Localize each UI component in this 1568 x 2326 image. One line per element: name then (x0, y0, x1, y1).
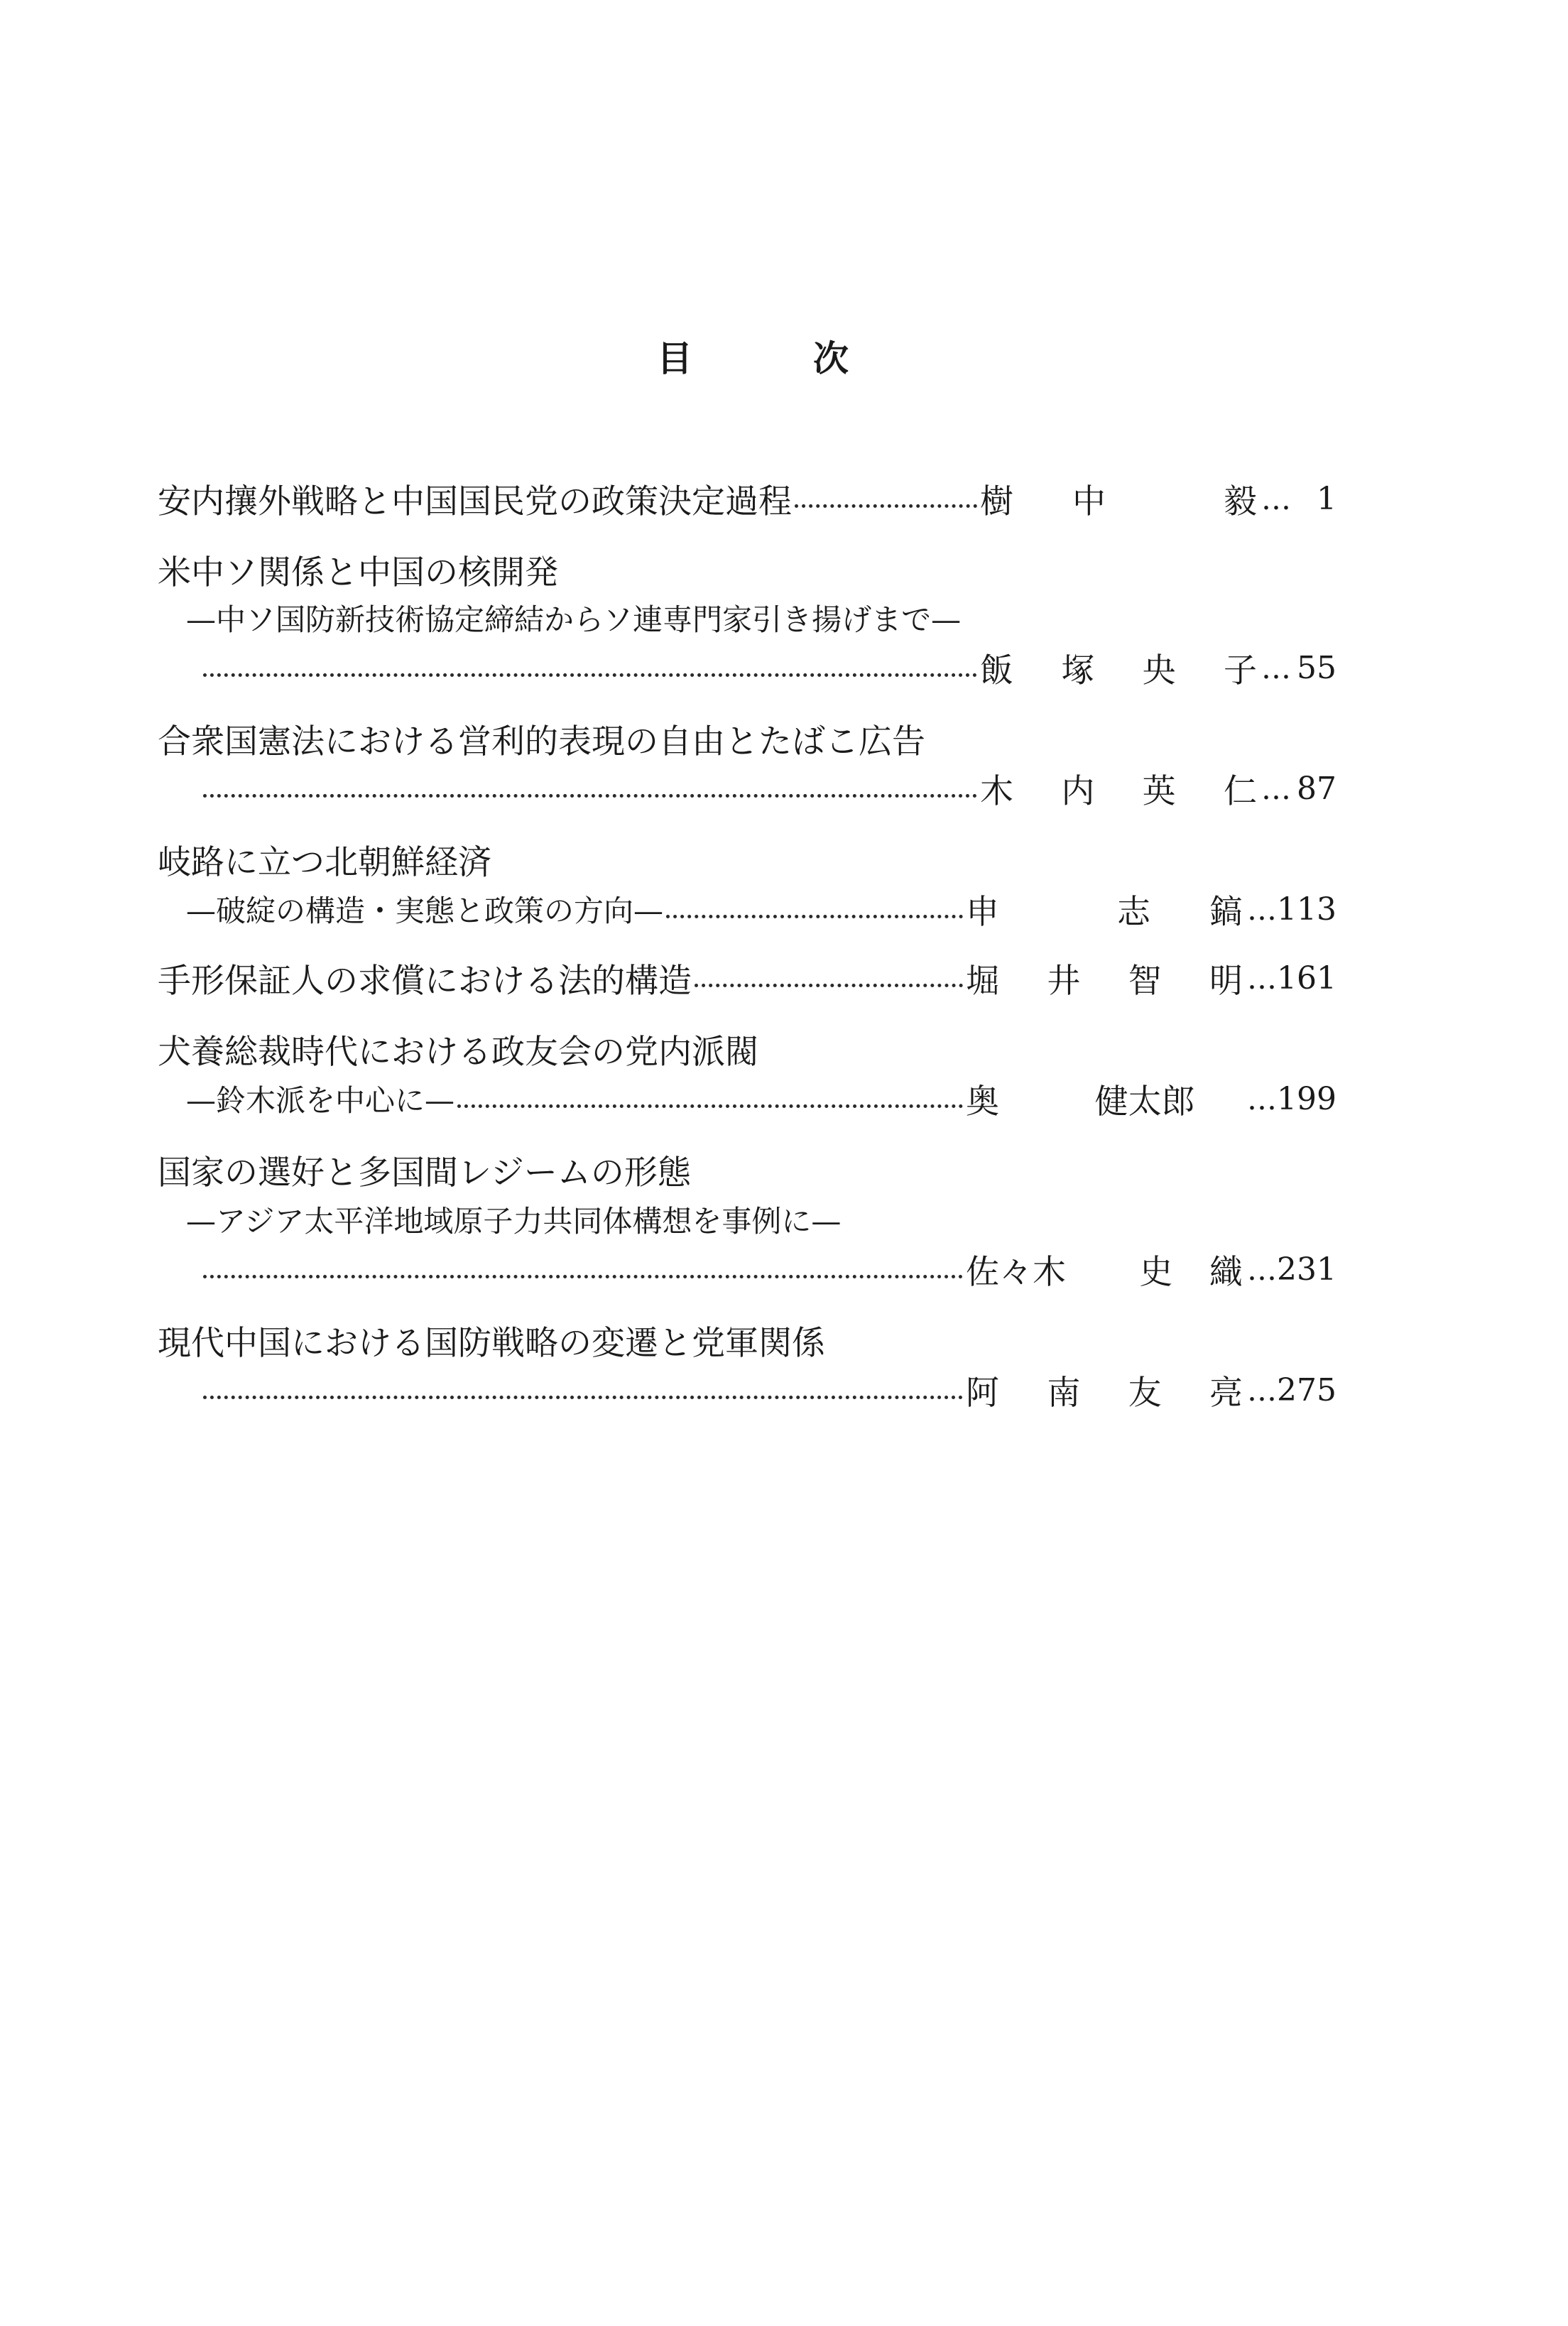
page-leader: … (1247, 1372, 1278, 1408)
page-leader: … (1247, 1251, 1278, 1287)
toc-entry-7-author-line (158, 1246, 1336, 1292)
toc-entry-title: 安内攘外戦略と中国国民党の政策決定過程 (158, 482, 792, 521)
toc-entry-author: 阿 南 友 亮 (966, 1373, 1243, 1413)
toc-entry-7[interactable] (158, 1147, 1336, 1192)
toc-entry-page: 87 (1297, 770, 1336, 807)
toc-entry-subtitle: —鈴木派を中心に— (186, 1083, 455, 1118)
toc-entry-subtitle: —アジア太平洋地域原子力共同体構想を事例に— (186, 1204, 842, 1239)
toc-entry-subtitle: —中ソ国防新技術協定締結からソ連専門家引き揚げまで— (186, 602, 962, 637)
toc-entry-page: 161 (1277, 960, 1336, 996)
page-leader: … (1247, 960, 1278, 996)
toc-entry-subtitle: —破綻の構造・実態と政策の方向— (186, 893, 664, 928)
dot-leader (695, 955, 963, 1001)
toc-entry-8-author-line (158, 1367, 1336, 1413)
toc-entry-1[interactable] (158, 476, 1336, 521)
toc-entry-5[interactable] (158, 955, 1336, 1001)
dot-leader (203, 645, 977, 690)
toc-entry-6[interactable] (158, 1026, 1336, 1072)
toc-entry-title: 手形保証人の求償における法的構造 (158, 961, 692, 1001)
toc-entry-author: 奥 健太郎 (966, 1082, 1195, 1121)
dot-leader (203, 766, 977, 811)
dot-leader (203, 1367, 963, 1413)
dot-leader (457, 1076, 963, 1121)
toc-entry-page: 1 (1317, 480, 1336, 517)
dot-leader (203, 1246, 963, 1292)
toc-entry-author: 樹 中 毅 (980, 482, 1257, 521)
toc-entry-3[interactable] (158, 716, 1336, 761)
dot-leader (795, 476, 977, 521)
toc-entry-page: 199 (1277, 1080, 1336, 1117)
page-leader: … (1247, 891, 1278, 927)
toc-entry-author: 堀 井 智 明 (966, 961, 1243, 1001)
toc-entry-title: 国家の選好と多国間レジームの形態 (158, 1153, 691, 1192)
toc-entry-author: 申 志 鎬 (966, 892, 1243, 932)
table-of-contents (158, 0, 1336, 2326)
toc-entry-author: 佐々木 史 織 (966, 1252, 1243, 1292)
page-leader: … (1247, 1081, 1278, 1116)
dot-leader (666, 886, 963, 932)
toc-entry-page: 55 (1297, 649, 1336, 686)
toc-entry-4[interactable] (158, 837, 1336, 882)
toc-entry-author: 飯 塚 央 子 (980, 651, 1257, 690)
toc-entry-title: 米中ソ関係と中国の核開発 (158, 553, 558, 592)
toc-entry-page: 231 (1277, 1251, 1336, 1288)
toc-entry-author: 木 内 英 仁 (980, 771, 1257, 811)
toc-entry-page: 113 (1277, 891, 1336, 928)
toc-entry-page: 275 (1277, 1371, 1336, 1408)
toc-entry-title: 岐路に立つ北朝鮮経済 (158, 842, 491, 882)
toc-entry-title: 現代中国における国防戦略の変遷と党軍関係 (158, 1323, 825, 1363)
toc-entry-3-author-line (158, 766, 1336, 811)
toc-entry-2[interactable] (158, 547, 1336, 592)
toc-entry-2-author-line (158, 645, 1336, 690)
page-title-char-1: 目 (657, 337, 692, 379)
toc-entry-title: 合衆国憲法における営利的表現の自由とたばこ広告 (158, 722, 925, 761)
toc-entry-6-subtitle-line (158, 1076, 1336, 1121)
page-title-char-2: 次 (813, 337, 849, 379)
page-leader: … (1261, 771, 1291, 806)
toc-entry-8[interactable] (158, 1317, 1336, 1363)
toc-entry-4-subtitle-line (158, 886, 1336, 932)
toc-entry-7-subtitle-line (158, 1197, 1336, 1242)
page-leader: … (1261, 481, 1291, 516)
toc-entry-title: 犬養総裁時代における政友会の党内派閥 (158, 1032, 758, 1072)
toc-entry-2-subtitle-line (158, 595, 1336, 641)
page-leader: … (1261, 650, 1291, 685)
